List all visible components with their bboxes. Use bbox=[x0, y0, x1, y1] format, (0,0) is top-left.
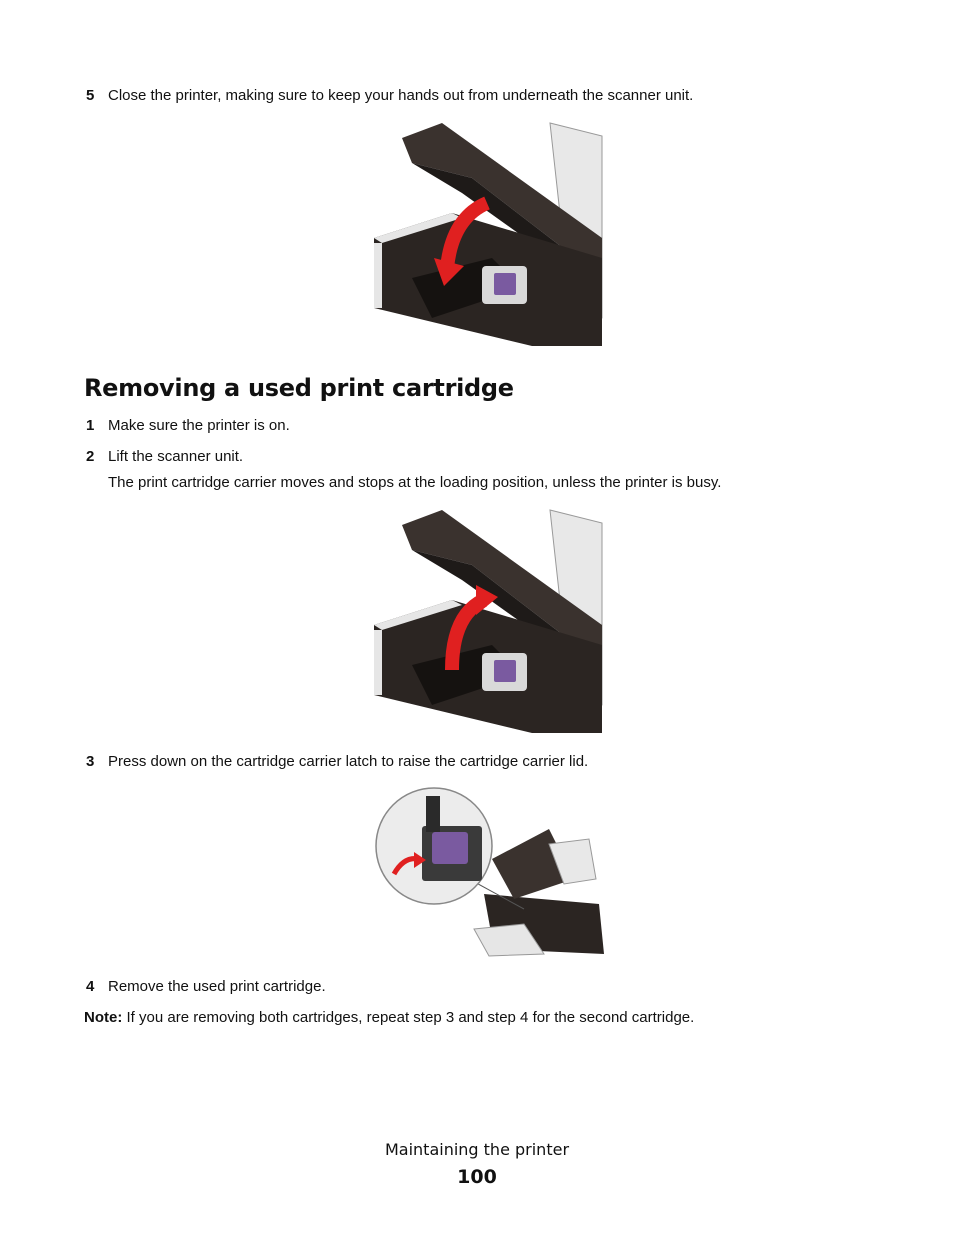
step-3 bbox=[86, 752, 588, 772]
step-text: Press down on the cartridge carrier latch to raise the cartridge carrier lid. bbox=[108, 753, 589, 770]
step-text: Make sure the printer is on. bbox=[108, 417, 290, 434]
footer-title: Maintaining the printer bbox=[384, 1140, 570, 1159]
step-text: Close the printer, making sure to keep your hands out from underneath the scanner unit. bbox=[108, 87, 694, 104]
lift-scanner-illustration bbox=[372, 505, 604, 735]
step-text: Lift the scanner unit. bbox=[108, 448, 244, 465]
step-number: 3 bbox=[86, 753, 95, 770]
close-printer-illustration bbox=[372, 118, 604, 348]
step-number: 4 bbox=[86, 978, 95, 995]
step-number: 5 bbox=[86, 87, 95, 104]
section-heading: Removing a used print cartridge bbox=[84, 374, 514, 402]
step-4 bbox=[86, 977, 326, 997]
step-2 bbox=[86, 447, 243, 467]
step-text: Remove the used print cartridge. bbox=[108, 978, 326, 995]
note-text: If you are removing both cartridges, repeat step 3 and step 4 for the second cartridge. bbox=[122, 1009, 695, 1026]
step-5 bbox=[86, 86, 693, 106]
step-number: 1 bbox=[86, 417, 95, 434]
step-number: 2 bbox=[86, 448, 95, 465]
note-label: Note: bbox=[84, 1009, 123, 1026]
step-2-detail: The print cartridge carrier moves and stops at the loading position, unless the printer is busy. bbox=[108, 474, 722, 491]
page-number: 100 bbox=[457, 1166, 497, 1188]
step-1 bbox=[86, 416, 290, 436]
note bbox=[84, 1008, 694, 1028]
cartridge-latch-illustration bbox=[374, 784, 606, 960]
